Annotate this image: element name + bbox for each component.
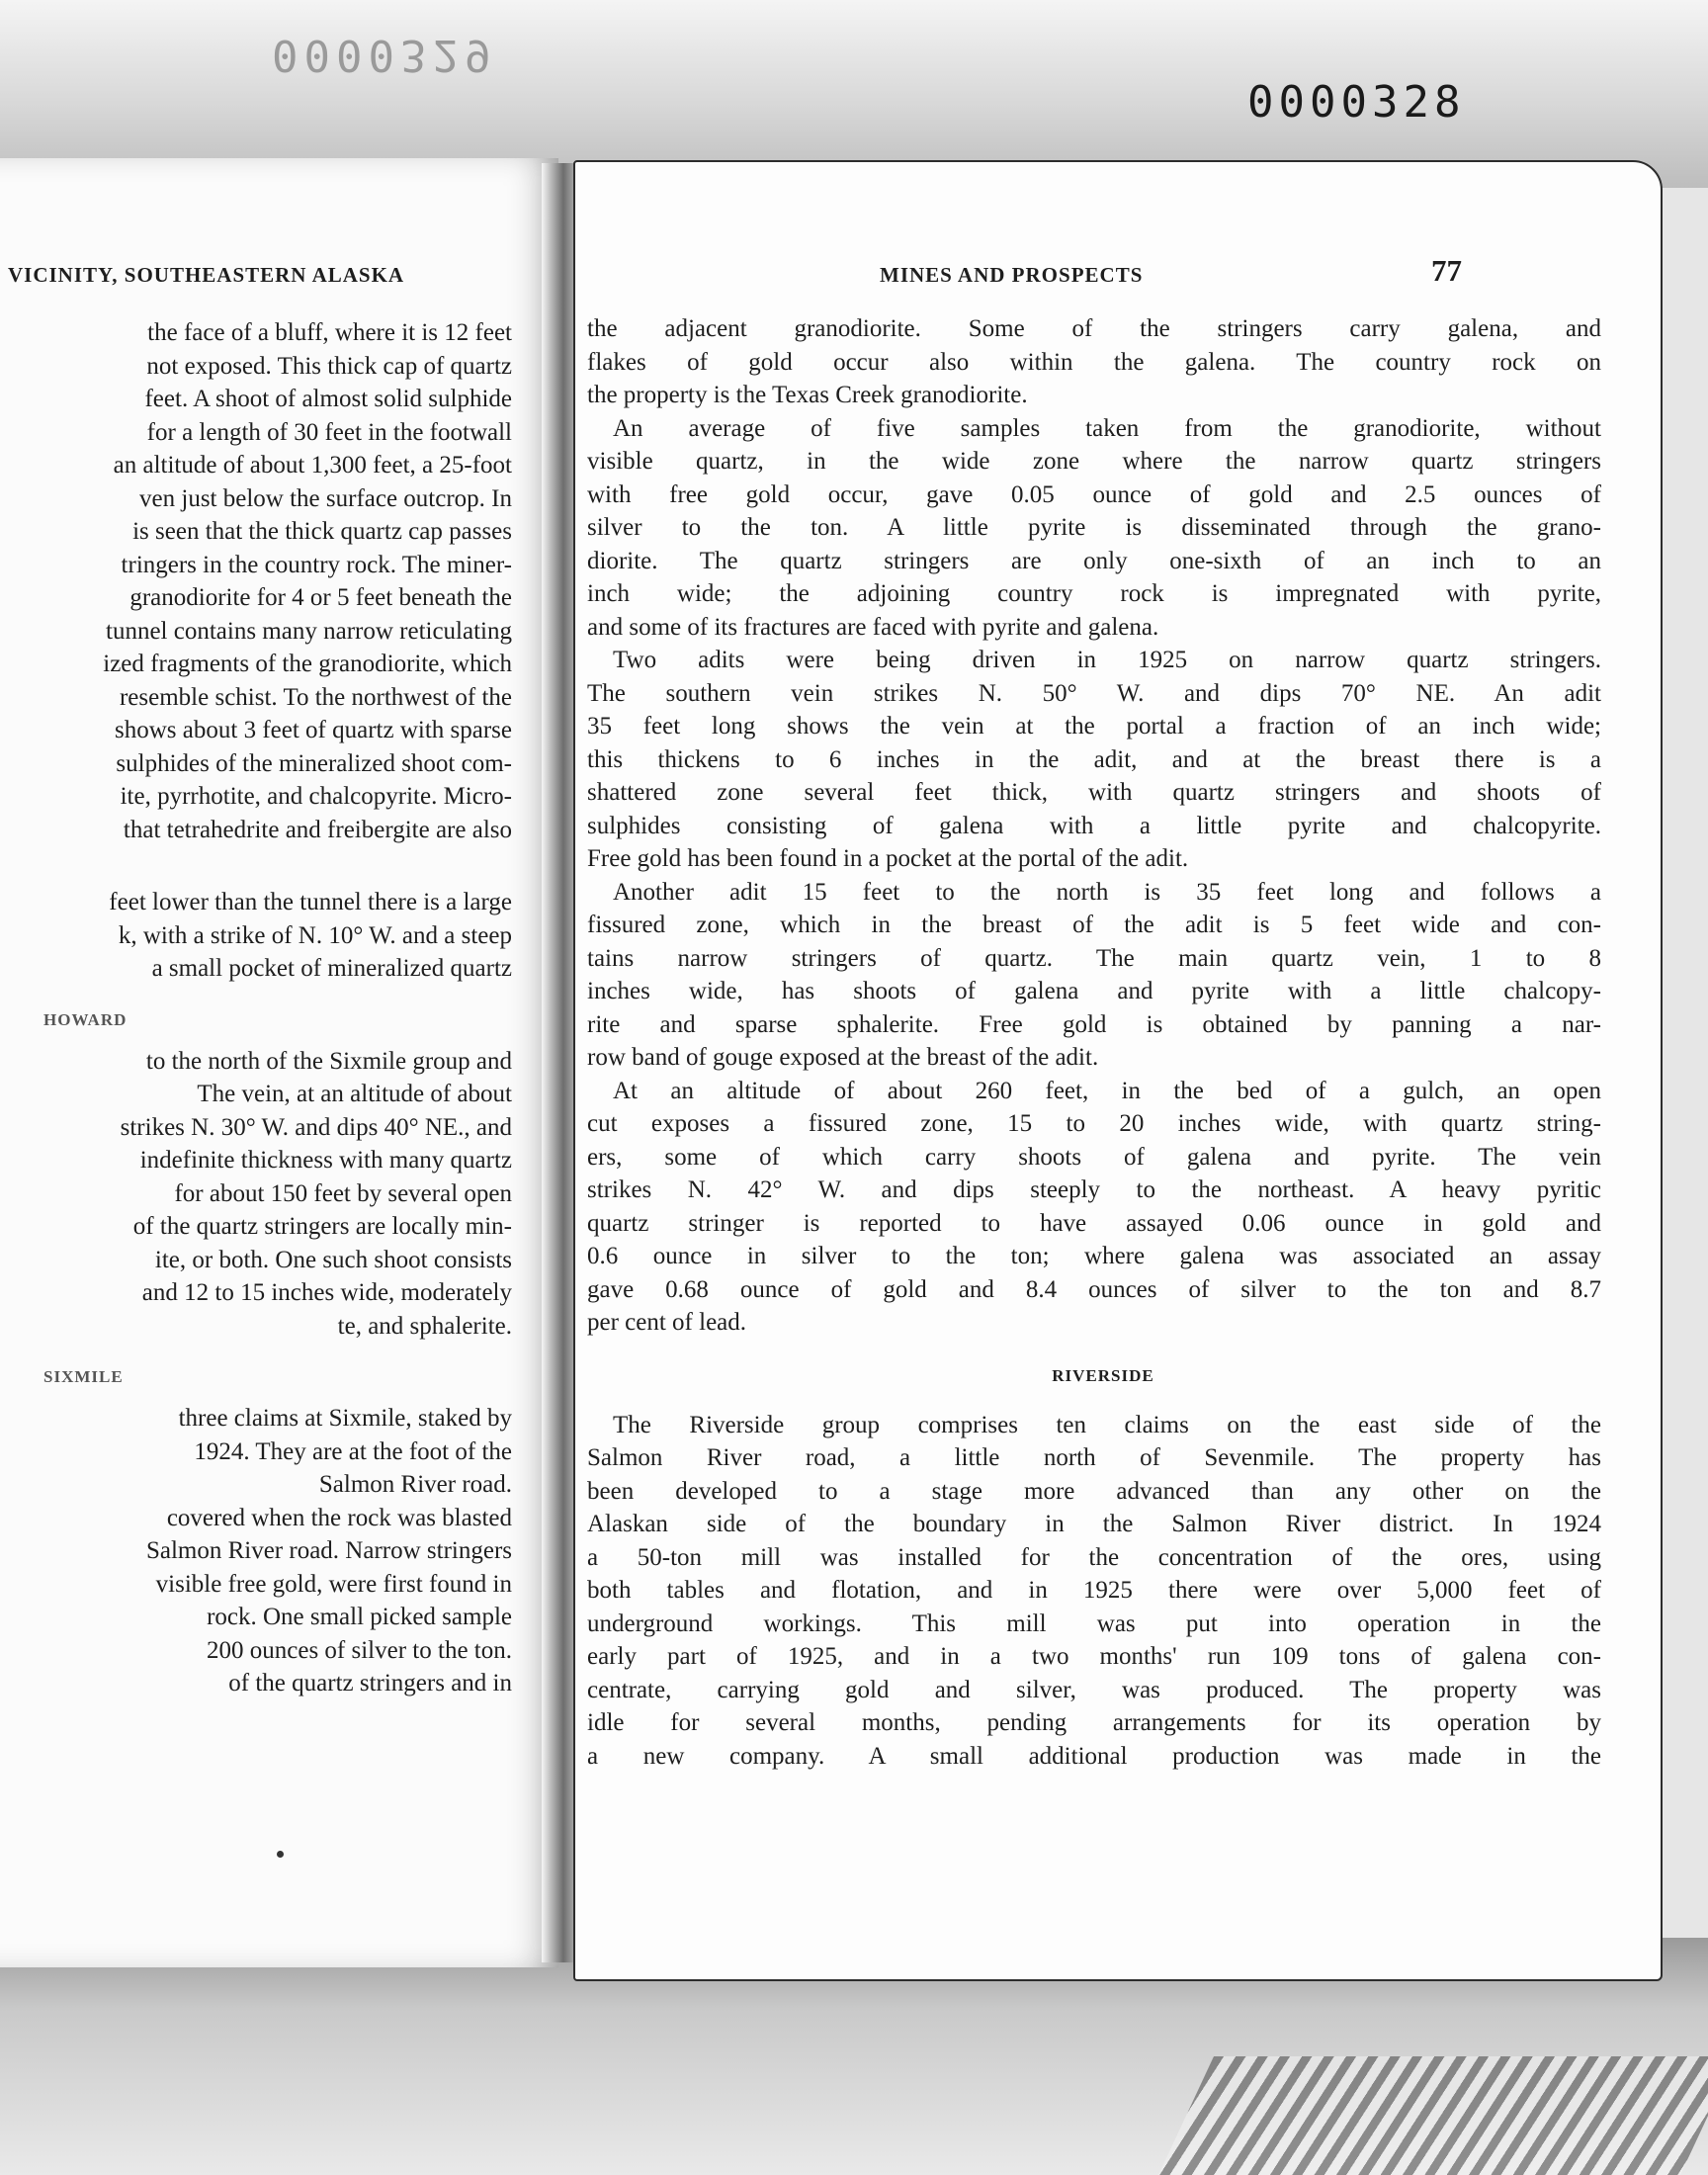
text-line: diorite. The quartz stringers are only one-sixth of an inch to an bbox=[587, 547, 1601, 574]
text-line: to the north of the Sixmile group and bbox=[145, 1047, 512, 1075]
text-line: At an altitude of about 260 feet, in the bed of a gulch, an open bbox=[613, 1077, 1601, 1104]
text-line: feet lower than the tunnel there is a large bbox=[109, 889, 512, 915]
text-line: inches wide, has shoots of galena and pyrite with a little chalcopy- bbox=[587, 978, 1601, 1004]
left-running-header: VICINITY, SOUTHEASTERN ALASKA bbox=[8, 263, 405, 287]
text-line: te, and sphalerite. bbox=[337, 1312, 512, 1340]
text-line: the property is the Texas Creek granodiorite. bbox=[587, 382, 1028, 408]
document-id-stamp: 0000328 bbox=[1247, 77, 1466, 128]
text-line: flakes of gold occur also within the galena. The country rock on bbox=[587, 348, 1601, 376]
text-line: row band of gouge exposed at the breast of the adit. bbox=[587, 1044, 1099, 1071]
text-line: for a length of 30 feet in the footwall bbox=[146, 418, 512, 446]
text-line: this thickens to 6 inches in the adit, and at the breast there is a bbox=[587, 745, 1601, 773]
text-line: for about 150 feet by several open bbox=[174, 1179, 512, 1207]
text-line: gave 0.68 ounce of gold and 8.4 ounces of silver to the ton and 8.7 bbox=[587, 1275, 1601, 1303]
text-line: rite and sparse sphalerite. Free gold is obtained by panning a nar- bbox=[587, 1010, 1601, 1038]
text-line: both tables and flotation, and in 1925 there were over 5,000 feet of bbox=[587, 1577, 1601, 1604]
text-line: a 50-ton mill was installed for the concentration of the ores, using bbox=[587, 1543, 1601, 1571]
text-line: underground workings. This mill was put into operation in the bbox=[587, 1610, 1601, 1637]
text-line: quartz stringer is reported to have assayed 0.06 ounce in gold and bbox=[587, 1209, 1601, 1237]
text-line: Free gold has been found in a pocket at the portal of the adit. bbox=[587, 845, 1189, 872]
text-line: shattered zone several feet thick, with quartz stringers and shoots of bbox=[587, 779, 1601, 806]
text-line: An average of five samples taken from the granodiorite, without bbox=[613, 414, 1601, 442]
page-number: 77 bbox=[1431, 253, 1462, 288]
text-line: visible free gold, were first found in bbox=[155, 1570, 512, 1598]
text-line: resemble schist. To the northwest of the bbox=[119, 683, 512, 711]
text-line: is seen that the thick quartz cap passes bbox=[132, 518, 512, 545]
text-line: Another adit 15 feet to the north is 35 feet long and follows a bbox=[613, 878, 1601, 906]
text-line: ite, pyrrhotite, and chalcopyrite. Micro- bbox=[120, 783, 512, 810]
left-page-body bbox=[0, 316, 554, 1700]
text-line: with free gold occur, gave 0.05 ounce of gold and 2.5 ounces of bbox=[587, 480, 1601, 508]
text-line: strikes N. 42° W. and dips steeply to the northeast. A heavy pyritic bbox=[587, 1176, 1601, 1203]
text-line: The vein, at an altitude of about bbox=[197, 1081, 512, 1107]
text-line: silver to the ton. A little pyrite is disseminated through the grano- bbox=[587, 514, 1601, 541]
binding-tab bbox=[1158, 2056, 1708, 2175]
text-line: a new company. A small additional production was made in the bbox=[587, 1742, 1601, 1770]
text-line: ven just below the surface outcrop. In bbox=[139, 484, 512, 512]
text-line: sulphides consisting of galena with a little pyrite and chalcopyrite. bbox=[587, 812, 1601, 839]
left-paragraph-group bbox=[0, 316, 554, 846]
text-line: Two adits were being driven in 1925 on narrow quartz stringers. bbox=[613, 647, 1601, 673]
text-line: visible quartz, in the wide zone where the narrow quartz stringers bbox=[587, 448, 1601, 475]
text-line: and 12 to 15 inches wide, moderately bbox=[141, 1279, 512, 1306]
text-line: per cent of lead. bbox=[587, 1309, 747, 1336]
text-line: 0.6 ounce in silver to the ton; where galena was associated an assay bbox=[587, 1243, 1601, 1269]
text-line: ized fragments of the granodiorite, which bbox=[103, 651, 512, 677]
text-line: shows about 3 feet of quartz with sparse bbox=[115, 717, 512, 743]
text-line: been developed to a stage more advanced than any other on the bbox=[587, 1477, 1601, 1505]
text-line: 1924. They are at the foot of the bbox=[194, 1437, 512, 1465]
right-paragraph-group bbox=[575, 1409, 1661, 1774]
text-line: The Riverside group comprises ten claims on the east side of the bbox=[613, 1411, 1601, 1438]
text-line: tringers in the country rock. The miner- bbox=[121, 551, 512, 578]
bleed-through-document-id: 0000329 bbox=[272, 30, 497, 80]
right-running-header bbox=[575, 253, 1661, 299]
left-paragraph-group bbox=[0, 1045, 554, 1344]
page-speck bbox=[277, 1851, 284, 1858]
text-line: The southern vein strikes N. 50° W. and dips 70° NE. An adit bbox=[587, 679, 1601, 707]
text-line: a small pocket of mineralized quartz bbox=[151, 955, 512, 982]
text-line: three claims at Sixmile, staked by bbox=[178, 1405, 512, 1432]
text-line: Salmon River road. bbox=[318, 1471, 512, 1498]
text-line: idle for several months, pending arrangements for its operation by bbox=[587, 1709, 1601, 1736]
text-line: not exposed. This thick cap of quartz bbox=[146, 352, 512, 380]
text-line: strikes N. 30° W. and dips 40° NE., and bbox=[120, 1113, 512, 1141]
text-line: cut exposes a fissured zone, 15 to 20 inches wide, with quartz string- bbox=[587, 1110, 1601, 1137]
left-paragraph-group bbox=[0, 1402, 554, 1700]
text-line: and some of its fractures are faced with pyrite and galena. bbox=[587, 613, 1159, 641]
text-line: 200 ounces of silver to the ton. bbox=[207, 1636, 512, 1664]
text-line: the adjacent granodiorite. Some of the stringers carry galena, and bbox=[587, 315, 1601, 342]
text-line: ers, some of which carry shoots of galena and pyrite. The vein bbox=[587, 1143, 1601, 1171]
text-line: of the quartz stringers are locally min- bbox=[132, 1213, 512, 1240]
section-heading-sixmile: SIXMILE bbox=[43, 1367, 124, 1386]
running-title: MINES AND PROSPECTS bbox=[880, 263, 1144, 287]
text-line: 35 feet long shows the vein at the portal a fraction of an inch wide; bbox=[587, 713, 1601, 740]
text-line: early part of 1925, and in a two months' run 109 tons of galena con- bbox=[587, 1643, 1601, 1670]
text-line: Salmon River road, a little north of Sevenmile. The property has bbox=[587, 1444, 1601, 1471]
text-line: tains narrow stringers of quartz. The main quartz vein, 1 to 8 bbox=[587, 944, 1601, 972]
right-page-body bbox=[575, 312, 1661, 1773]
text-line: ite, or both. One such shoot consists bbox=[154, 1246, 512, 1273]
text-line: Alaskan side of the boundary in the Salmon River district. In 1924 bbox=[587, 1511, 1601, 1537]
text-line: fissured zone, which in the breast of the adit is 5 feet wide and con- bbox=[587, 912, 1601, 938]
text-line: tunnel contains many narrow reticulating bbox=[106, 617, 512, 645]
text-line: Salmon River road. Narrow stringers bbox=[145, 1537, 512, 1564]
text-line: feet. A shoot of almost solid sulphide bbox=[144, 386, 512, 412]
left-paragraph-group bbox=[0, 886, 554, 986]
text-line: centrate, carrying gold and silver, was produced. The property was bbox=[587, 1676, 1601, 1703]
right-paragraph-group bbox=[575, 312, 1661, 1340]
left-page bbox=[0, 158, 558, 1967]
text-line: k, with a strike of N. 10° W. and a steep bbox=[118, 921, 512, 949]
section-heading-howard: HOWARD bbox=[43, 1009, 128, 1029]
text-line: an altitude of about 1,300 feet, a 25-foot bbox=[113, 452, 512, 478]
text-line: of the quartz stringers and in bbox=[228, 1670, 512, 1696]
right-page bbox=[573, 160, 1663, 1981]
section-heading-riverside: RIVERSIDE bbox=[1052, 1365, 1154, 1385]
text-line: rock. One small picked sample bbox=[207, 1604, 512, 1630]
text-line: covered when the rock was blasted bbox=[166, 1504, 512, 1531]
text-line: the face of a bluff, where it is 12 feet bbox=[147, 319, 512, 346]
text-line: sulphides of the mineralized shoot com- bbox=[116, 749, 512, 777]
text-line: indefinite thickness with many quartz bbox=[139, 1147, 512, 1174]
text-line: that tetrahedrite and freibergite are also bbox=[123, 816, 512, 843]
text-line: granodiorite for 4 or 5 feet beneath the bbox=[129, 584, 512, 611]
text-line: inch wide; the adjoining country rock is impregnated with pyrite, bbox=[587, 580, 1601, 607]
